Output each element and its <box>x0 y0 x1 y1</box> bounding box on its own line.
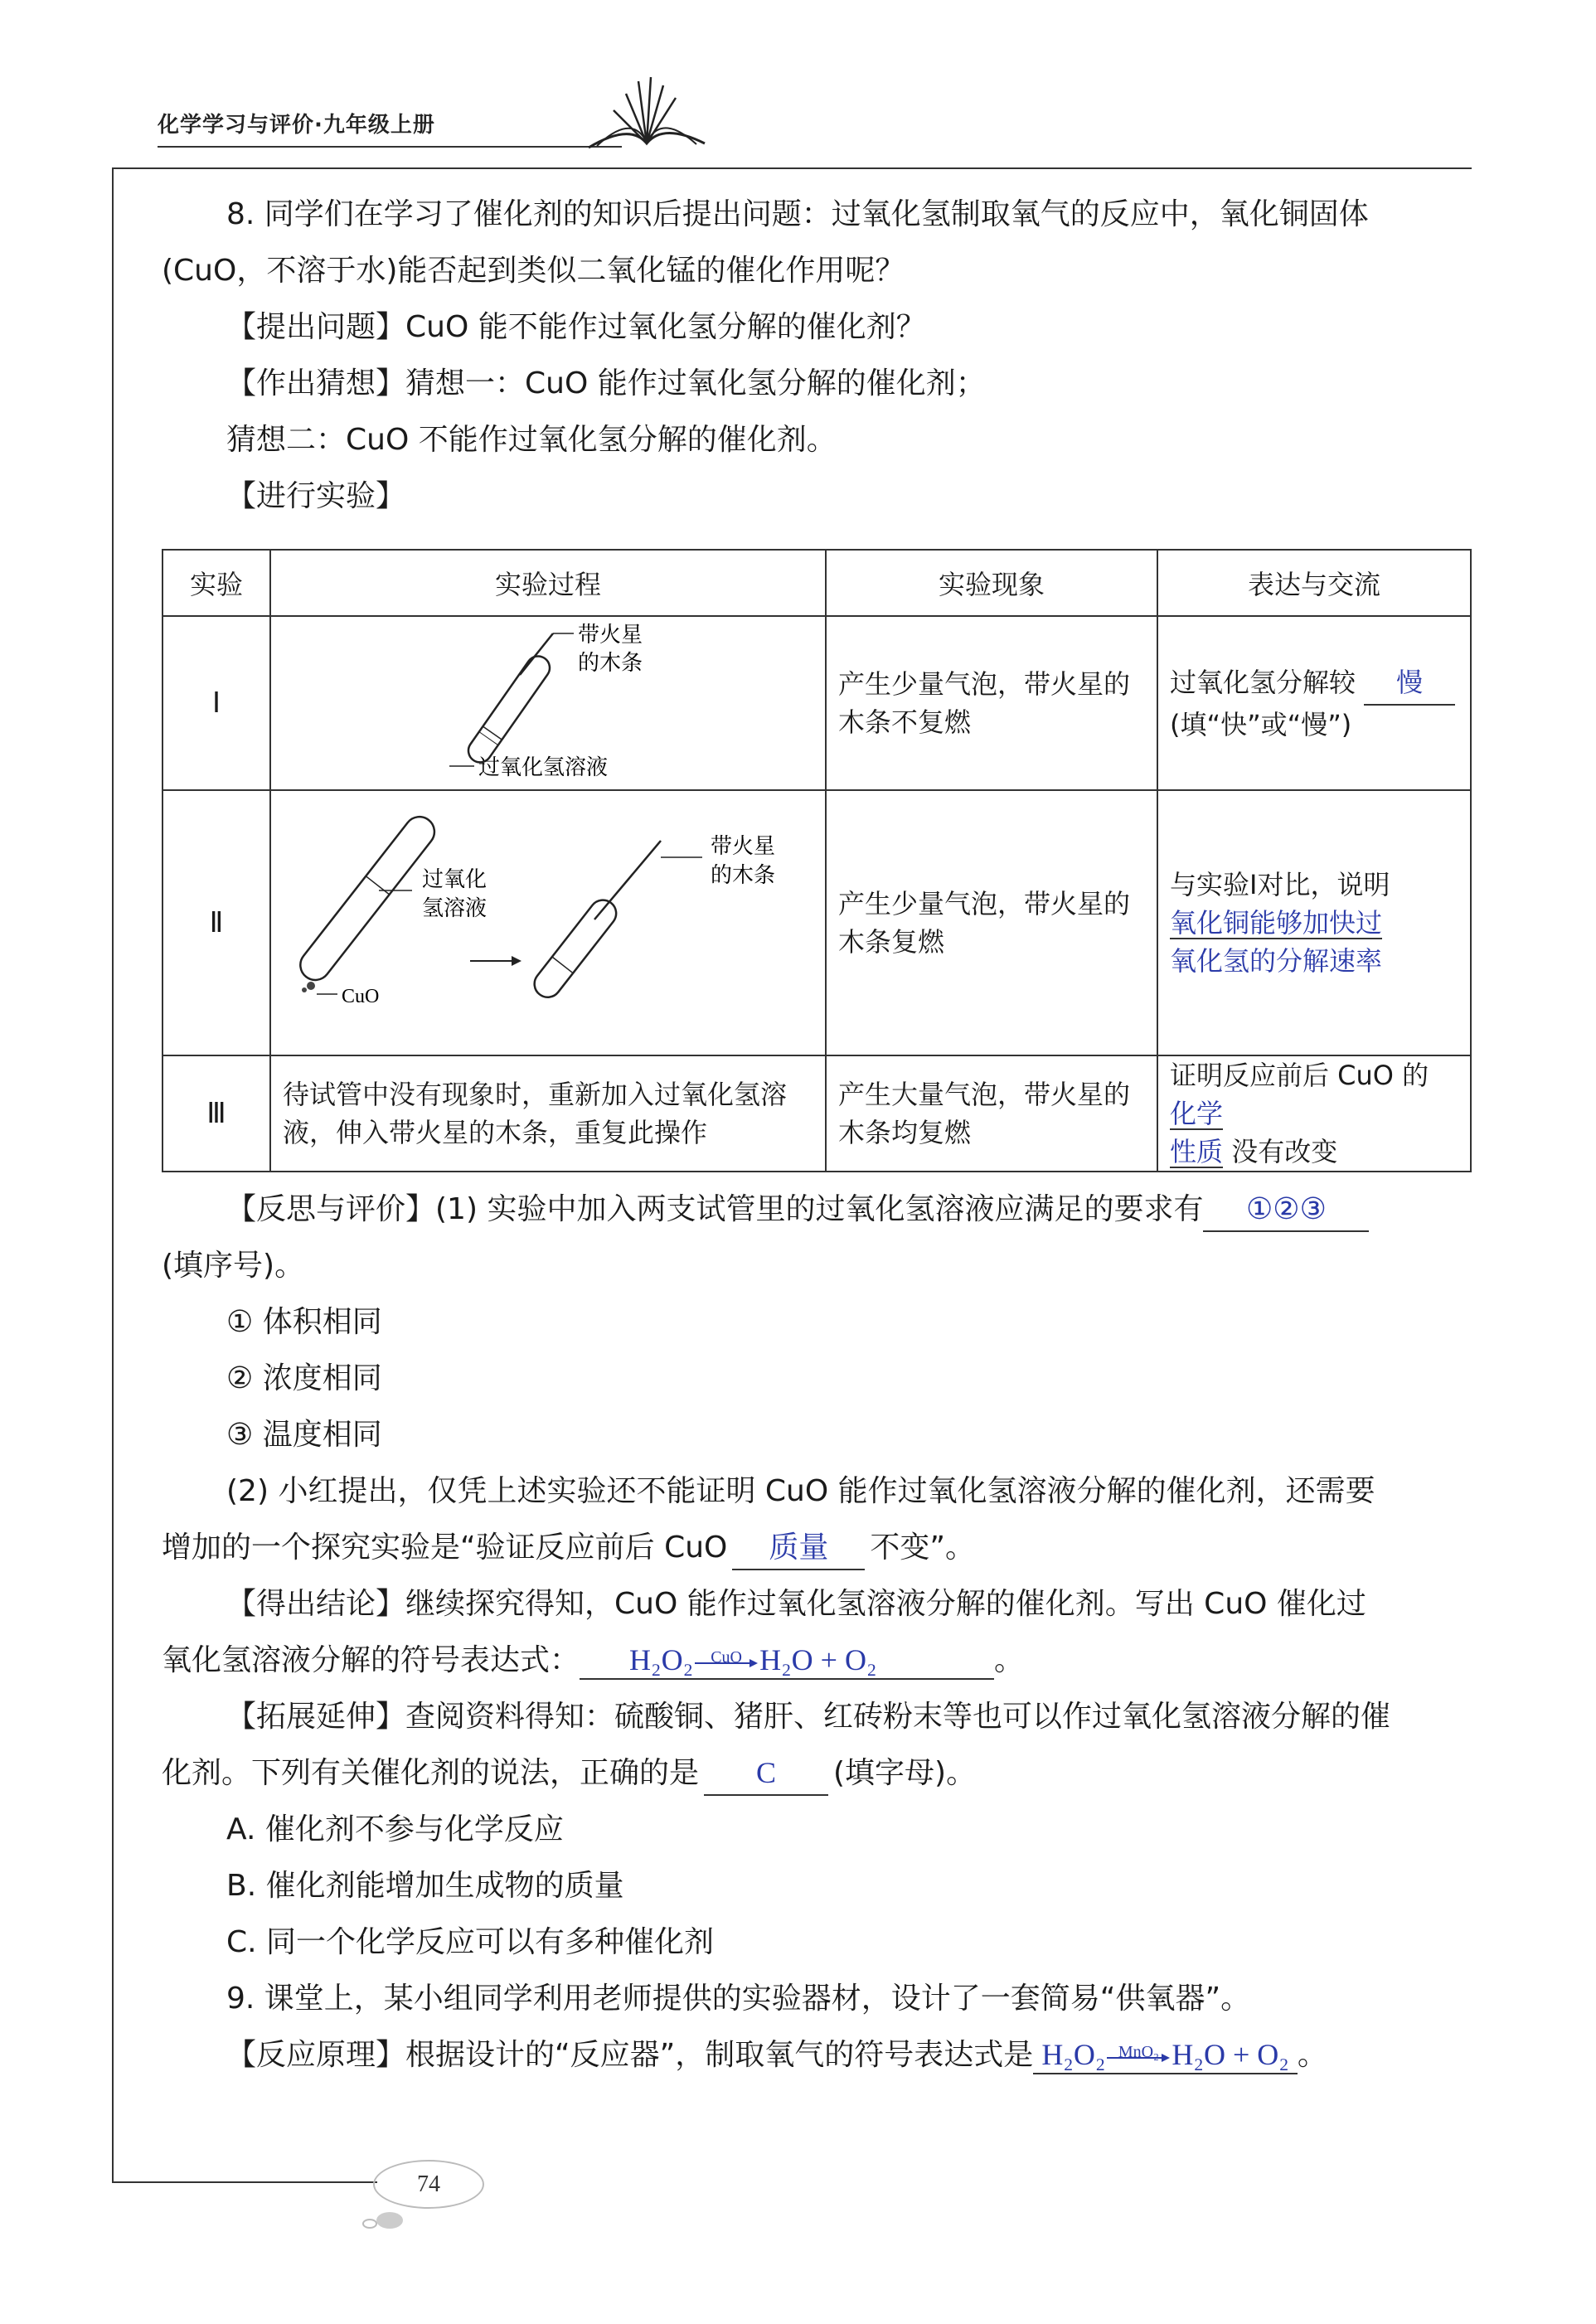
label-solution: 过氧化氢溶液 <box>478 755 609 780</box>
row1-expression <box>1157 616 1471 790</box>
conclusion-reactant: H₂O₂ <box>629 1643 694 1676</box>
extend-pre: 化剂。下列有关催化剂的说法，正确的是 <box>162 1756 700 1790</box>
conclusion-arrow <box>693 1647 759 1669</box>
row2-num: Ⅱ <box>163 790 270 1055</box>
extend-option-a: A. 催化剂不参与化学反应 <box>226 1812 564 1846</box>
q8-guess-1: 【作出猜想】猜想一：CuO 能作过氧化氢分解的催化剂； <box>226 366 986 400</box>
reflect-answer-2: 质量 <box>732 1531 865 1570</box>
label-splint-2: 的木条 <box>578 651 643 676</box>
q9-arrow <box>1105 2042 1172 2064</box>
extend-line-1: 【拓展延伸】查阅资料得知：硫酸铜、猪肝、红砖粉末等也可以作过氧化氢溶液分解的催 <box>226 1700 1391 1734</box>
bottom-rule <box>112 2181 377 2183</box>
row3-expr-pre: 证明反应前后 CuO 的 <box>1170 1060 1429 1091</box>
q8-intro-2: (CuO，不溶于水)能否起到类似二氧化锰的催化作用呢？ <box>162 254 905 288</box>
top-rule <box>112 167 1472 169</box>
experiment-table <box>162 549 1472 1172</box>
reflect-q2-line-2 <box>162 1520 1467 1576</box>
reflect-q1: 【反思与评价】(1) 实验中加入两支试管里的过氧化氢溶液应满足的要求有 <box>226 1192 1204 1226</box>
row2-answer-1: 氧化铜能够加快过 <box>1170 908 1383 938</box>
q8-experiment-heading: 【进行实验】 <box>226 479 406 513</box>
label-h2o2-1: 过氧化 <box>422 867 488 892</box>
reflect-line-1 <box>162 1181 1467 1238</box>
label-splint-r1: 带火星 <box>711 834 776 859</box>
conclusion-equation <box>580 1642 994 1680</box>
q8-intro-1: 8. 同学们在学习了催化剂的知识后提出问题：过氧化氢制取氧气的反应中，氧化铜固体 <box>226 197 1369 231</box>
header-process: 实验过程 <box>270 550 826 616</box>
reflect-q2-line-1: (2) 小红提出，仅凭上述实验还不能证明 CuO 能作过氧化氢溶液分解的催化剂，还需要 <box>226 1474 1375 1508</box>
reflect-q2-pre: 增加的一个探究实验是“验证反应前后 CuO <box>162 1531 728 1565</box>
extend-line-2 <box>162 1745 1467 1802</box>
label-splint-r2: 的木条 <box>711 863 776 888</box>
q9-line-1: 9. 课堂上，某小组同学利用老师提供的实验器材，设计了一套简易“供氧器”。 <box>226 1982 1251 2016</box>
header-underline <box>158 146 622 148</box>
header-title: 化学学习与评价·九年级上册 <box>158 113 435 138</box>
row2-phenomenon: 产生少量气泡，带火星的木条复燃 <box>826 790 1157 1055</box>
reflect-q2-post: 不变”。 <box>870 1531 976 1565</box>
table-row <box>163 616 1471 790</box>
reflect-line-2: (填序号)。 <box>162 1249 305 1283</box>
q9-products: H₂O + O₂ <box>1172 2038 1289 2071</box>
conclusion-products: H₂O + O₂ <box>759 1643 877 1676</box>
table-row <box>163 1055 1471 1172</box>
conclusion-line-2 <box>162 1633 1467 1689</box>
row1-num: Ⅰ <box>163 616 270 790</box>
conclusion-post: 。 <box>994 1643 1025 1677</box>
table-row <box>163 790 1471 1055</box>
q9-post: 。 <box>1297 2038 1327 2072</box>
row2-answer-2: 氧化氢的分解速率 <box>1170 946 1383 976</box>
lower-section <box>162 1181 1467 2084</box>
row1-phenomenon: 产生少量气泡，带火星的木条不复燃 <box>826 616 1157 790</box>
q8-guess-2: 猜想二：CuO 不能作过氧化氢分解的催化剂。 <box>226 423 837 457</box>
reflect-option-2: ② 浓度相同 <box>226 1361 382 1395</box>
row3-answer-1: 化学 <box>1170 1099 1224 1128</box>
header-exp: 实验 <box>163 550 270 616</box>
row3-answer-2: 性质 <box>1170 1137 1224 1167</box>
reflect-option-3: ③ 温度相同 <box>226 1418 382 1452</box>
row2-process <box>270 790 826 1055</box>
page-ornament-icon <box>348 2205 415 2239</box>
q9-reactant: H₂O₂ <box>1041 2038 1106 2071</box>
conclusion-pre: 氧化氢溶液分解的符号表达式： <box>162 1643 580 1677</box>
table-header-row <box>163 550 1471 616</box>
extend-option-b: B. 催化剂能增加生成物的质量 <box>226 1869 624 1903</box>
q9-pre: 【反应原理】根据设计的“反应器”，制取氧气的符号表达式是 <box>226 2038 1034 2072</box>
question-8 <box>162 187 1467 525</box>
page-number: 74 <box>373 2160 484 2209</box>
extend-answer: C <box>704 1756 828 1796</box>
row3-num: Ⅲ <box>163 1055 270 1172</box>
q9-catalyst: MnO₂ <box>1118 2042 1160 2061</box>
label-cuo: CuO <box>342 986 380 1007</box>
extend-post: (填字母)。 <box>833 1756 977 1790</box>
row1-process <box>270 616 826 790</box>
test-tube-diagram-2 <box>271 791 802 1048</box>
conclusion-line-1: 【得出结论】继续探究得知，CuO 能作过氧化氢溶液分解的催化剂。写出 CuO 催化过 <box>226 1587 1366 1621</box>
row2-expression <box>1157 790 1471 1055</box>
header-expression: 表达与交流 <box>1157 550 1471 616</box>
book-icon <box>580 65 713 164</box>
row3-phenomenon: 产生大量气泡，带火星的木条均复燃 <box>826 1055 1157 1172</box>
reflect-option-1: ① 体积相同 <box>226 1305 382 1339</box>
conclusion-catalyst: CuO <box>711 1647 743 1667</box>
row2-expr-pre: 与实验Ⅰ对比，说明 <box>1170 869 1390 900</box>
q8-ask: 【提出问题】CuO 能不能作过氧化氢分解的催化剂？ <box>226 310 926 344</box>
q9-line-2 <box>162 2027 1467 2084</box>
row1-answer: 慢 <box>1364 666 1455 706</box>
header-phenomenon: 实验现象 <box>826 550 1157 616</box>
q9-equation <box>1033 2036 1298 2074</box>
row1-expr-post: (填“快”或“慢”) <box>1170 708 1352 740</box>
left-margin-rule <box>112 167 114 2182</box>
row3-process: 待试管中没有现象时，重新加入过氧化氢溶液，伸入带火星的木条，重复此操作 <box>270 1055 826 1172</box>
row3-expression <box>1157 1055 1471 1172</box>
test-tube-diagram-1 <box>271 617 802 783</box>
row1-expr-pre: 过氧化氢分解较 <box>1170 666 1356 698</box>
row3-expr-post: 没有改变 <box>1231 1136 1338 1167</box>
label-splint: 带火星 <box>578 623 643 648</box>
reflect-answer-1: ①②③ <box>1203 1192 1369 1232</box>
extend-option-c: C. 同一个化学反应可以有多种催化剂 <box>226 1925 715 1959</box>
label-h2o2-2: 氢溶液 <box>422 896 488 921</box>
